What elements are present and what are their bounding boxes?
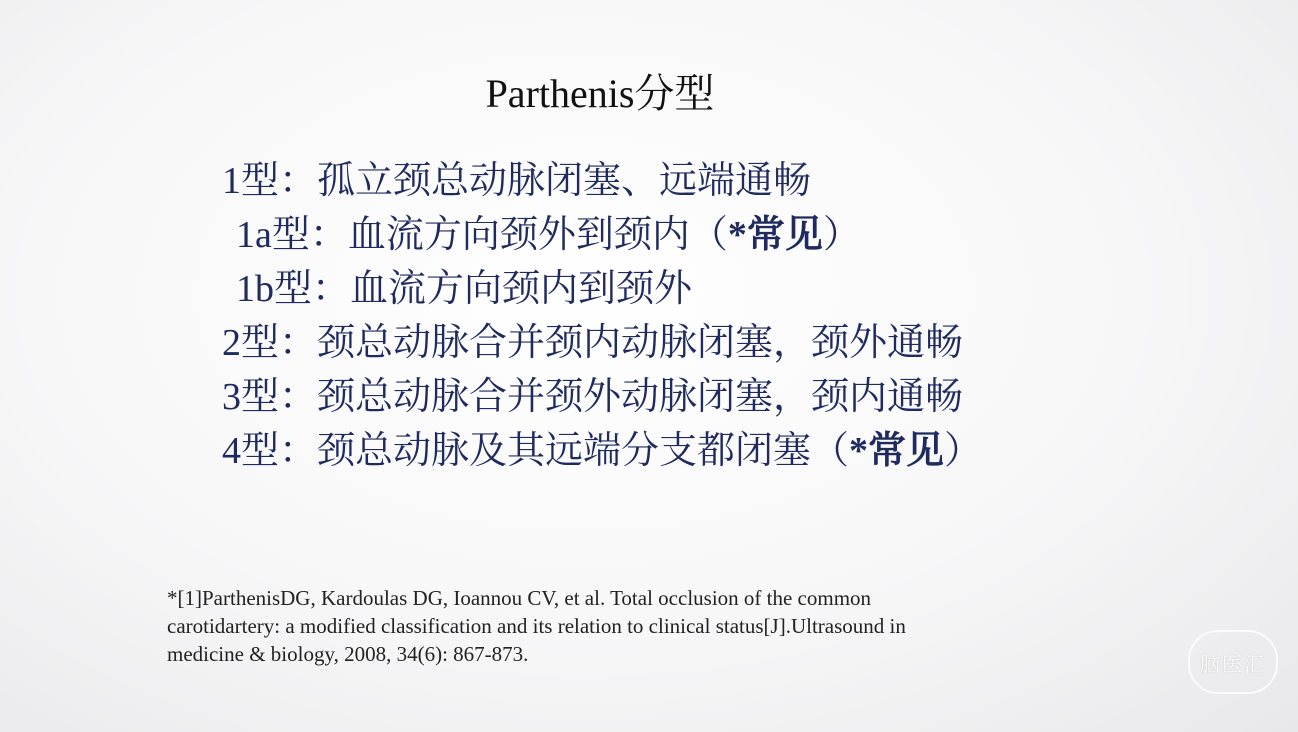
list-item-text: 4型：颈总动脉及其远端分支都闭塞（ [222,430,850,472]
list-item [222,316,982,370]
list-item-emphasis: *常见 [727,214,823,256]
list-item-tail: ） [944,430,983,472]
reference-line: medicine & biology, 2008, 34(6): 867-873. [167,642,529,666]
list-item-tail: ） [822,214,861,256]
list-item-text: 1b型：血流方向颈内到颈外 [236,268,693,310]
watermark-logo [1188,630,1278,694]
type-list [222,154,982,478]
reference-line: carotidartery: a modified classification and its relation to clinical status[J].Ultrasound in [167,614,906,638]
list-item-text: 2型：颈总动脉合并颈内动脉闭塞，颈外通畅 [222,322,964,364]
list-item [222,154,982,208]
list-item [222,262,982,316]
list-item [222,370,982,424]
list-item [222,208,982,262]
watermark-text: 脑医汇 [1200,651,1266,676]
slide-title: Parthenis分型 [485,71,715,116]
list-item [222,424,982,478]
list-item-text: 1a型：血流方向颈外到颈内（ [236,214,728,256]
list-item-text: 1型：孤立颈总动脉闭塞、远端通畅 [222,160,812,202]
reference-line: *[1]ParthenisDG, Kardoulas DG, Ioannou CV, et al. Total occlusion of the common [167,586,872,610]
reference-note [167,584,1047,668]
list-item-emphasis: *常见 [849,430,945,472]
list-item-text: 3型：颈总动脉合并颈外动脉闭塞，颈内通畅 [222,376,964,418]
